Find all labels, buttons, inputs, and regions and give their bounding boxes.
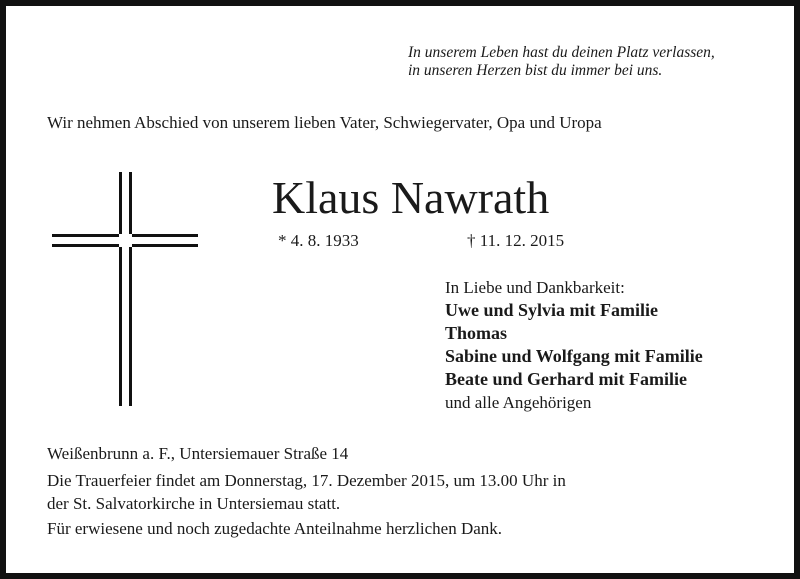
footer-block: [47, 442, 566, 540]
motto-line-1: In unserem Leben hast du deinen Platz verlassen,: [408, 44, 715, 61]
mourner-name: Beate und Gerhard mit Familie: [445, 369, 687, 389]
mourner-name: Sabine und Wolfgang mit Familie: [445, 346, 703, 366]
cross-icon: [52, 172, 202, 406]
service-line-2: der St. Salvatorkirche in Untersiemau statt.: [47, 494, 341, 513]
thanks-line: Für erwiesene und noch zugedachte Anteilnahme herzlichen Dank.: [47, 519, 503, 538]
mourner-name: Uwe und Sylvia mit Familie: [445, 300, 659, 320]
death-date: † 11. 12. 2015: [467, 231, 565, 250]
birth-date: * 4. 8. 1933: [278, 231, 359, 250]
mourner-name: Thomas: [445, 323, 508, 343]
motto-quote: [408, 44, 715, 80]
mourners-closing: und alle Angehörigen: [445, 393, 592, 412]
motto-line-2: in unseren Herzen bist du immer bei uns.: [408, 62, 663, 79]
intro-text: Wir nehmen Abschied von unserem lieben Vater, Schwiegervater, Opa und Uropa: [47, 113, 602, 132]
mourners-heading: In Liebe und Dankbarkeit:: [445, 278, 625, 297]
mourners-block: [445, 276, 703, 414]
deceased-name: Klaus Nawrath: [272, 172, 550, 223]
service-line-1: Die Trauerfeier findet am Donnerstag, 17. Dezember 2015, um 13.00 Uhr in: [47, 471, 566, 490]
address-line: Weißenbrunn a. F., Untersiemauer Straße 14: [47, 444, 349, 463]
